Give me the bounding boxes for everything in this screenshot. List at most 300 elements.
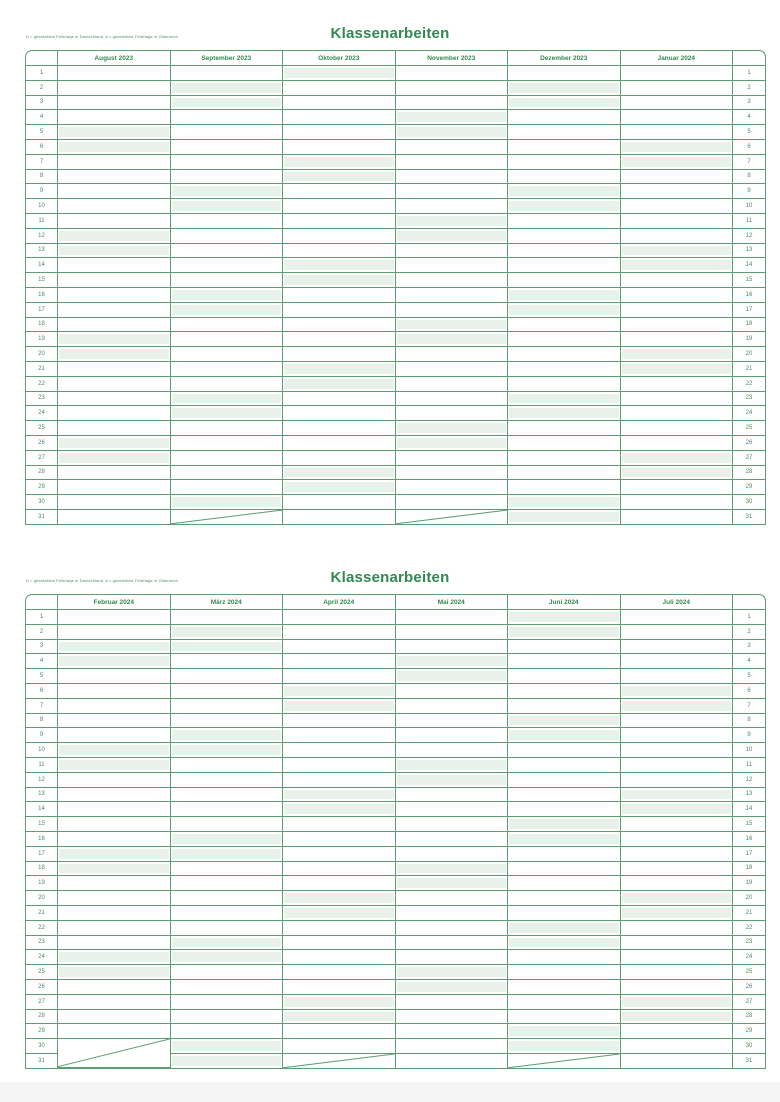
day-cell[interactable] [58, 936, 171, 951]
day-cell[interactable] [508, 244, 621, 259]
day-cell[interactable] [621, 288, 734, 303]
weekend-day-cell[interactable] [396, 862, 509, 877]
day-cell[interactable] [283, 510, 396, 524]
day-cell[interactable] [621, 392, 734, 407]
day-cell[interactable] [621, 728, 734, 743]
day-cell[interactable] [58, 303, 171, 318]
weekend-day-cell[interactable] [621, 788, 734, 803]
day-cell[interactable] [508, 229, 621, 244]
day-cell[interactable] [396, 714, 509, 729]
weekend-day-cell[interactable] [171, 1054, 284, 1068]
day-cell[interactable] [508, 980, 621, 995]
day-cell[interactable] [171, 1010, 284, 1025]
day-cell[interactable] [58, 495, 171, 510]
day-cell[interactable] [396, 466, 509, 481]
day-cell[interactable] [171, 332, 284, 347]
weekend-day-cell[interactable] [621, 995, 734, 1010]
weekend-day-cell[interactable] [283, 480, 396, 495]
day-cell[interactable] [508, 332, 621, 347]
day-cell[interactable] [396, 802, 509, 817]
day-cell[interactable] [621, 610, 734, 625]
day-cell[interactable] [396, 817, 509, 832]
day-cell[interactable] [171, 921, 284, 936]
day-cell[interactable] [58, 891, 171, 906]
day-cell[interactable] [58, 995, 171, 1010]
day-cell[interactable] [283, 332, 396, 347]
day-cell[interactable] [171, 758, 284, 773]
day-cell[interactable] [621, 318, 734, 333]
weekend-day-cell[interactable] [171, 406, 284, 421]
day-cell[interactable] [396, 906, 509, 921]
day-cell[interactable] [621, 832, 734, 847]
day-cell[interactable] [396, 728, 509, 743]
day-cell[interactable] [621, 110, 734, 125]
weekend-day-cell[interactable] [171, 847, 284, 862]
weekend-day-cell[interactable] [58, 451, 171, 466]
day-cell[interactable] [508, 110, 621, 125]
day-cell[interactable] [58, 714, 171, 729]
weekend-day-cell[interactable] [58, 654, 171, 669]
day-cell[interactable] [621, 817, 734, 832]
weekend-day-cell[interactable] [396, 654, 509, 669]
day-cell[interactable] [283, 758, 396, 773]
day-cell[interactable] [621, 229, 734, 244]
weekend-day-cell[interactable] [171, 832, 284, 847]
day-cell[interactable] [58, 392, 171, 407]
day-cell[interactable] [508, 891, 621, 906]
day-cell[interactable] [171, 110, 284, 125]
day-cell[interactable] [58, 669, 171, 684]
day-cell[interactable] [283, 81, 396, 96]
day-cell[interactable] [171, 862, 284, 877]
day-cell[interactable] [171, 170, 284, 185]
day-cell[interactable] [396, 170, 509, 185]
day-cell[interactable] [58, 876, 171, 891]
day-cell[interactable] [58, 199, 171, 214]
day-cell[interactable] [171, 980, 284, 995]
weekend-day-cell[interactable] [171, 728, 284, 743]
day-cell[interactable] [508, 876, 621, 891]
day-cell[interactable] [396, 847, 509, 862]
day-cell[interactable] [171, 258, 284, 273]
day-cell[interactable] [283, 832, 396, 847]
weekend-day-cell[interactable] [396, 421, 509, 436]
day-cell[interactable] [171, 318, 284, 333]
weekend-day-cell[interactable] [508, 1024, 621, 1039]
day-cell[interactable] [171, 347, 284, 362]
day-cell[interactable] [621, 1054, 734, 1068]
day-cell[interactable] [396, 96, 509, 111]
day-cell[interactable] [621, 332, 734, 347]
day-cell[interactable] [621, 980, 734, 995]
day-cell[interactable] [283, 110, 396, 125]
day-cell[interactable] [621, 743, 734, 758]
day-cell[interactable] [283, 392, 396, 407]
day-cell[interactable] [396, 451, 509, 466]
day-cell[interactable] [396, 610, 509, 625]
day-cell[interactable] [58, 832, 171, 847]
day-cell[interactable] [396, 303, 509, 318]
weekend-day-cell[interactable] [58, 347, 171, 362]
day-cell[interactable] [58, 66, 171, 81]
day-cell[interactable] [283, 714, 396, 729]
weekend-day-cell[interactable] [396, 229, 509, 244]
day-cell[interactable] [621, 640, 734, 655]
day-cell[interactable] [621, 773, 734, 788]
day-cell[interactable] [283, 495, 396, 510]
day-cell[interactable] [171, 654, 284, 669]
day-cell[interactable] [508, 699, 621, 714]
day-cell[interactable] [283, 640, 396, 655]
weekend-day-cell[interactable] [58, 965, 171, 980]
day-cell[interactable] [171, 436, 284, 451]
day-cell[interactable] [621, 273, 734, 288]
day-cell[interactable] [171, 466, 284, 481]
day-cell[interactable] [396, 495, 509, 510]
day-cell[interactable] [283, 421, 396, 436]
day-cell[interactable] [508, 906, 621, 921]
day-cell[interactable] [621, 921, 734, 936]
weekend-day-cell[interactable] [621, 906, 734, 921]
day-cell[interactable] [171, 421, 284, 436]
day-cell[interactable] [58, 288, 171, 303]
day-cell[interactable] [396, 406, 509, 421]
weekend-day-cell[interactable] [396, 318, 509, 333]
weekend-day-cell[interactable] [508, 184, 621, 199]
day-cell[interactable] [508, 362, 621, 377]
day-cell[interactable] [621, 495, 734, 510]
day-cell[interactable] [171, 965, 284, 980]
day-cell[interactable] [283, 965, 396, 980]
day-cell[interactable] [283, 1039, 396, 1054]
weekend-day-cell[interactable] [58, 244, 171, 259]
weekend-day-cell[interactable] [508, 288, 621, 303]
day-cell[interactable] [171, 362, 284, 377]
weekend-day-cell[interactable] [508, 817, 621, 832]
day-cell[interactable] [58, 377, 171, 392]
day-cell[interactable] [58, 788, 171, 803]
weekend-day-cell[interactable] [283, 377, 396, 392]
day-cell[interactable] [508, 669, 621, 684]
day-cell[interactable] [396, 743, 509, 758]
day-cell[interactable] [58, 802, 171, 817]
day-cell[interactable] [396, 273, 509, 288]
day-cell[interactable] [508, 654, 621, 669]
day-cell[interactable] [396, 258, 509, 273]
day-cell[interactable] [508, 950, 621, 965]
day-cell[interactable] [58, 906, 171, 921]
day-cell[interactable] [396, 140, 509, 155]
day-cell[interactable] [621, 66, 734, 81]
weekend-day-cell[interactable] [396, 332, 509, 347]
day-cell[interactable] [396, 377, 509, 392]
day-cell[interactable] [396, 1054, 509, 1068]
day-cell[interactable] [508, 347, 621, 362]
day-cell[interactable] [171, 155, 284, 170]
weekend-day-cell[interactable] [396, 965, 509, 980]
weekend-day-cell[interactable] [621, 451, 734, 466]
day-cell[interactable] [58, 155, 171, 170]
weekend-day-cell[interactable] [508, 406, 621, 421]
day-cell[interactable] [171, 788, 284, 803]
day-cell[interactable] [283, 347, 396, 362]
day-cell[interactable] [621, 480, 734, 495]
day-cell[interactable] [58, 406, 171, 421]
weekend-day-cell[interactable] [171, 392, 284, 407]
weekend-day-cell[interactable] [171, 936, 284, 951]
day-cell[interactable] [171, 610, 284, 625]
day-cell[interactable] [621, 125, 734, 140]
weekend-day-cell[interactable] [508, 610, 621, 625]
day-cell[interactable] [508, 802, 621, 817]
day-cell[interactable] [58, 728, 171, 743]
weekend-day-cell[interactable] [171, 640, 284, 655]
day-cell[interactable] [621, 1039, 734, 1054]
day-cell[interactable] [621, 303, 734, 318]
day-cell[interactable] [283, 199, 396, 214]
day-cell[interactable] [621, 199, 734, 214]
day-cell[interactable] [171, 480, 284, 495]
weekend-day-cell[interactable] [283, 699, 396, 714]
day-cell[interactable] [508, 451, 621, 466]
weekend-day-cell[interactable] [621, 140, 734, 155]
day-cell[interactable] [58, 480, 171, 495]
day-cell[interactable] [283, 184, 396, 199]
day-cell[interactable] [171, 377, 284, 392]
weekend-day-cell[interactable] [508, 936, 621, 951]
day-cell[interactable] [58, 1024, 171, 1039]
day-cell[interactable] [283, 773, 396, 788]
weekend-day-cell[interactable] [171, 495, 284, 510]
day-cell[interactable] [58, 421, 171, 436]
day-cell[interactable] [283, 654, 396, 669]
day-cell[interactable] [58, 773, 171, 788]
weekend-day-cell[interactable] [621, 258, 734, 273]
day-cell[interactable] [621, 170, 734, 185]
day-cell[interactable] [58, 184, 171, 199]
weekend-day-cell[interactable] [508, 81, 621, 96]
day-cell[interactable] [621, 714, 734, 729]
weekend-day-cell[interactable] [396, 214, 509, 229]
weekend-day-cell[interactable] [58, 847, 171, 862]
day-cell[interactable] [171, 669, 284, 684]
day-cell[interactable] [508, 125, 621, 140]
weekend-day-cell[interactable] [508, 199, 621, 214]
day-cell[interactable] [396, 699, 509, 714]
day-cell[interactable] [171, 684, 284, 699]
day-cell[interactable] [283, 96, 396, 111]
day-cell[interactable] [508, 965, 621, 980]
weekend-day-cell[interactable] [283, 891, 396, 906]
day-cell[interactable] [58, 110, 171, 125]
day-cell[interactable] [508, 743, 621, 758]
weekend-day-cell[interactable] [508, 1039, 621, 1054]
weekend-day-cell[interactable] [621, 684, 734, 699]
day-cell[interactable] [171, 802, 284, 817]
day-cell[interactable] [621, 377, 734, 392]
day-cell[interactable] [171, 244, 284, 259]
day-cell[interactable] [396, 1024, 509, 1039]
day-cell[interactable] [508, 155, 621, 170]
day-cell[interactable] [171, 273, 284, 288]
weekend-day-cell[interactable] [396, 110, 509, 125]
day-cell[interactable] [508, 788, 621, 803]
day-cell[interactable] [171, 214, 284, 229]
weekend-day-cell[interactable] [171, 288, 284, 303]
day-cell[interactable] [283, 847, 396, 862]
weekend-day-cell[interactable] [58, 229, 171, 244]
weekend-day-cell[interactable] [508, 714, 621, 729]
day-cell[interactable] [396, 625, 509, 640]
day-cell[interactable] [283, 743, 396, 758]
day-cell[interactable] [508, 66, 621, 81]
day-cell[interactable] [283, 229, 396, 244]
day-cell[interactable] [508, 466, 621, 481]
weekend-day-cell[interactable] [283, 684, 396, 699]
day-cell[interactable] [508, 377, 621, 392]
weekend-day-cell[interactable] [283, 788, 396, 803]
day-cell[interactable] [396, 392, 509, 407]
day-cell[interactable] [58, 610, 171, 625]
day-cell[interactable] [508, 258, 621, 273]
weekend-day-cell[interactable] [171, 199, 284, 214]
day-cell[interactable] [508, 995, 621, 1010]
weekend-day-cell[interactable] [171, 625, 284, 640]
day-cell[interactable] [58, 699, 171, 714]
weekend-day-cell[interactable] [396, 773, 509, 788]
day-cell[interactable] [621, 81, 734, 96]
weekend-day-cell[interactable] [283, 802, 396, 817]
day-cell[interactable] [283, 406, 396, 421]
day-cell[interactable] [58, 214, 171, 229]
day-cell[interactable] [283, 288, 396, 303]
weekend-day-cell[interactable] [58, 140, 171, 155]
weekend-day-cell[interactable] [283, 995, 396, 1010]
weekend-day-cell[interactable] [508, 728, 621, 743]
day-cell[interactable] [621, 96, 734, 111]
day-cell[interactable] [283, 921, 396, 936]
day-cell[interactable] [171, 876, 284, 891]
day-cell[interactable] [621, 214, 734, 229]
day-cell[interactable] [171, 125, 284, 140]
day-cell[interactable] [58, 510, 171, 524]
day-cell[interactable] [283, 936, 396, 951]
day-cell[interactable] [58, 273, 171, 288]
day-cell[interactable] [396, 788, 509, 803]
weekend-day-cell[interactable] [171, 950, 284, 965]
weekend-day-cell[interactable] [171, 184, 284, 199]
weekend-day-cell[interactable] [283, 66, 396, 81]
day-cell[interactable] [171, 140, 284, 155]
day-cell[interactable] [396, 155, 509, 170]
day-cell[interactable] [171, 714, 284, 729]
day-cell[interactable] [283, 728, 396, 743]
day-cell[interactable] [396, 640, 509, 655]
weekend-day-cell[interactable] [508, 510, 621, 524]
weekend-day-cell[interactable] [283, 362, 396, 377]
day-cell[interactable] [171, 451, 284, 466]
weekend-day-cell[interactable] [621, 155, 734, 170]
weekend-day-cell[interactable] [58, 950, 171, 965]
day-cell[interactable] [621, 950, 734, 965]
day-cell[interactable] [396, 66, 509, 81]
day-cell[interactable] [283, 669, 396, 684]
weekend-day-cell[interactable] [508, 392, 621, 407]
day-cell[interactable] [508, 170, 621, 185]
weekend-day-cell[interactable] [396, 669, 509, 684]
weekend-day-cell[interactable] [58, 743, 171, 758]
day-cell[interactable] [58, 466, 171, 481]
day-cell[interactable] [396, 184, 509, 199]
day-cell[interactable] [283, 862, 396, 877]
day-cell[interactable] [396, 347, 509, 362]
day-cell[interactable] [58, 684, 171, 699]
day-cell[interactable] [283, 817, 396, 832]
day-cell[interactable] [58, 921, 171, 936]
day-cell[interactable] [621, 669, 734, 684]
day-cell[interactable] [171, 699, 284, 714]
day-cell[interactable] [396, 832, 509, 847]
day-cell[interactable] [171, 817, 284, 832]
day-cell[interactable] [508, 140, 621, 155]
weekend-day-cell[interactable] [58, 862, 171, 877]
weekend-day-cell[interactable] [621, 466, 734, 481]
day-cell[interactable] [508, 318, 621, 333]
weekend-day-cell[interactable] [283, 466, 396, 481]
day-cell[interactable] [283, 980, 396, 995]
day-cell[interactable] [508, 640, 621, 655]
weekend-day-cell[interactable] [396, 436, 509, 451]
day-cell[interactable] [283, 244, 396, 259]
day-cell[interactable] [396, 921, 509, 936]
day-cell[interactable] [621, 876, 734, 891]
weekend-day-cell[interactable] [171, 743, 284, 758]
day-cell[interactable] [171, 773, 284, 788]
day-cell[interactable] [58, 1010, 171, 1025]
day-cell[interactable] [508, 862, 621, 877]
day-cell[interactable] [396, 244, 509, 259]
day-cell[interactable] [396, 891, 509, 906]
day-cell[interactable] [508, 1010, 621, 1025]
day-cell[interactable] [283, 318, 396, 333]
weekend-day-cell[interactable] [58, 125, 171, 140]
day-cell[interactable] [58, 980, 171, 995]
weekend-day-cell[interactable] [508, 921, 621, 936]
day-cell[interactable] [396, 995, 509, 1010]
weekend-day-cell[interactable] [621, 802, 734, 817]
day-cell[interactable] [396, 288, 509, 303]
day-cell[interactable] [396, 199, 509, 214]
weekend-day-cell[interactable] [171, 303, 284, 318]
day-cell[interactable] [508, 758, 621, 773]
weekend-day-cell[interactable] [283, 1010, 396, 1025]
day-cell[interactable] [171, 229, 284, 244]
day-cell[interactable] [58, 96, 171, 111]
weekend-day-cell[interactable] [171, 96, 284, 111]
weekend-day-cell[interactable] [283, 273, 396, 288]
weekend-day-cell[interactable] [58, 758, 171, 773]
day-cell[interactable] [396, 950, 509, 965]
day-cell[interactable] [508, 214, 621, 229]
day-cell[interactable] [283, 610, 396, 625]
weekend-day-cell[interactable] [621, 244, 734, 259]
day-cell[interactable] [58, 258, 171, 273]
day-cell[interactable] [283, 214, 396, 229]
weekend-day-cell[interactable] [508, 303, 621, 318]
day-cell[interactable] [58, 81, 171, 96]
day-cell[interactable] [621, 965, 734, 980]
day-cell[interactable] [283, 1024, 396, 1039]
